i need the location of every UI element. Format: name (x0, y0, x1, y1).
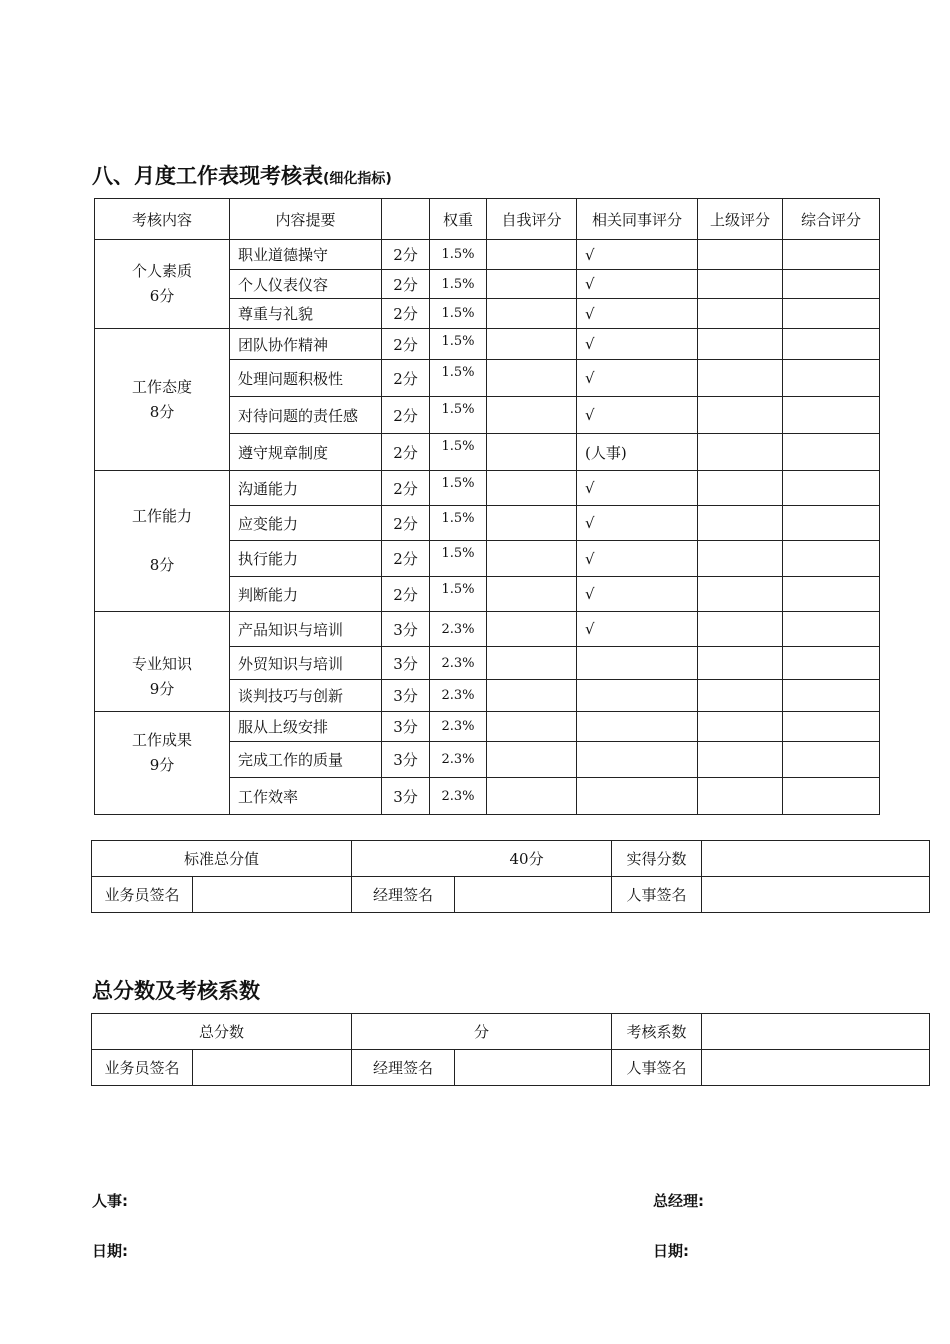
superior-score-cell[interactable] (698, 397, 783, 434)
hr-sign-label: 人事签名 (612, 877, 702, 913)
peer-score-cell[interactable] (577, 647, 698, 680)
actual-score-label: 实得分数 (611, 840, 701, 876)
item-score: 2分 (382, 506, 430, 541)
superior-score-cell[interactable] (698, 360, 783, 397)
item-name: 沟通能力 (230, 471, 382, 506)
item-weight: 2.3% (430, 680, 487, 712)
superior-score-cell[interactable] (698, 299, 783, 329)
coefficient-label: 考核系数 (612, 1014, 702, 1050)
item-name: 谈判技巧与创新 (230, 680, 382, 712)
self-score-cell[interactable] (487, 329, 577, 360)
assessment-table (94, 198, 880, 815)
superior-score-cell[interactable] (698, 742, 783, 778)
self-score-cell[interactable] (487, 541, 577, 577)
header-self-score: 自我评分 (487, 199, 577, 240)
item-score: 3分 (382, 612, 430, 647)
header-weight: 权重 (430, 199, 487, 240)
signature-row (92, 1050, 930, 1086)
category-points: 8分 (149, 556, 175, 574)
superior-score-cell[interactable] (698, 434, 783, 471)
hr-sign-field[interactable] (702, 1050, 930, 1086)
item-weight: 1.5% (430, 240, 487, 270)
overall-score-cell[interactable] (783, 299, 880, 329)
item-name: 团队协作精神 (230, 329, 382, 360)
superior-score-cell[interactable] (698, 778, 783, 815)
item-score: 2分 (382, 360, 430, 397)
hr-signoff-label: 人事: (92, 1192, 128, 1210)
header-peer-score: 相关同事评分 (577, 199, 698, 240)
peer-score-cell[interactable]: √ (577, 397, 698, 434)
manager-sign-label: 经理签名 (352, 877, 455, 913)
category-points: 6分 (149, 287, 175, 305)
superior-score-cell[interactable] (698, 712, 783, 742)
peer-score-cell[interactable]: √ (577, 612, 698, 647)
category-name: 专业知识 (131, 654, 192, 673)
standard-total-label: 标准总分值 (92, 841, 352, 877)
actual-score-field[interactable] (701, 840, 930, 876)
category-cell (95, 612, 230, 712)
gm-date-label: 日期: (653, 1242, 689, 1260)
peer-score-cell[interactable] (577, 742, 698, 778)
superior-score-cell[interactable] (698, 270, 783, 299)
category-cell (95, 471, 230, 612)
superior-score-cell[interactable] (698, 471, 783, 506)
signature-row (92, 877, 930, 913)
item-score: 2分 (382, 270, 430, 299)
section2-title: 总分数及考核系数 (92, 979, 260, 1003)
item-weight: 1.5% (430, 434, 487, 471)
header-score (382, 199, 430, 240)
overall-score-cell[interactable] (783, 680, 880, 712)
item-name: 遵守规章制度 (230, 434, 382, 471)
category-name: 个人素质 (131, 262, 192, 280)
item-name: 外贸知识与培训 (230, 647, 382, 680)
peer-score-cell[interactable]: √ (577, 577, 698, 612)
item-score: 2分 (382, 240, 430, 270)
item-name: 职业道德操守 (230, 240, 382, 270)
item-weight: 1.5% (430, 299, 487, 329)
self-score-cell[interactable] (487, 270, 577, 299)
item-weight: 1.5% (430, 397, 487, 434)
sales-sign-field[interactable] (193, 1050, 352, 1086)
total-score-label: 总分数 (92, 1014, 352, 1050)
manager-sign-label: 经理签名 (352, 1050, 455, 1086)
overall-score-cell[interactable] (783, 434, 880, 471)
superior-score-cell[interactable] (698, 577, 783, 612)
overall-score-cell[interactable] (783, 647, 880, 680)
category-cell (95, 329, 230, 471)
item-name: 个人仪表仪容 (230, 270, 382, 299)
item-name: 执行能力 (230, 541, 382, 577)
item-score: 2分 (382, 329, 430, 360)
item-name: 处理问题积极性 (230, 360, 382, 397)
overall-score-cell[interactable] (783, 360, 880, 397)
hr-sign-label: 人事签名 (612, 1050, 702, 1086)
overall-score-cell[interactable] (783, 778, 880, 815)
item-weight: 1.5% (430, 329, 487, 360)
peer-score-cell[interactable]: √ (577, 299, 698, 329)
superior-score-cell[interactable] (698, 240, 783, 270)
table-row (95, 612, 880, 647)
manager-sign-field[interactable] (455, 1050, 612, 1086)
manager-sign-field[interactable] (455, 877, 612, 913)
sales-sign-label: 业务员签名 (92, 1050, 193, 1086)
sales-sign-label: 业务员签名 (92, 877, 193, 913)
category-points: 9分 (149, 756, 175, 774)
item-score: 2分 (382, 471, 430, 506)
item-weight: 1.5% (430, 541, 487, 577)
superior-score-cell[interactable] (698, 647, 783, 680)
item-score: 2分 (382, 434, 430, 471)
item-weight: 2.3% (430, 612, 487, 647)
peer-score-cell[interactable]: √ (577, 329, 698, 360)
table-row (95, 329, 880, 360)
self-score-cell[interactable] (487, 778, 577, 815)
overall-score-cell[interactable] (783, 742, 880, 778)
item-name: 工作效率 (230, 778, 382, 815)
self-score-cell[interactable] (487, 712, 577, 742)
self-score-cell[interactable] (487, 506, 577, 541)
coefficient-field[interactable] (702, 1014, 930, 1050)
peer-score-cell[interactable]: √ (577, 240, 698, 270)
peer-score-cell[interactable]: √ (577, 506, 698, 541)
standard-total-value: 40分 (352, 841, 702, 877)
peer-score-cell[interactable] (577, 778, 698, 815)
item-name: 服从上级安排 (230, 712, 382, 742)
overall-score-cell[interactable] (783, 541, 880, 577)
item-weight: 2.3% (430, 742, 487, 778)
self-score-cell[interactable] (487, 240, 577, 270)
table-row (95, 712, 880, 742)
table-row (95, 471, 880, 506)
peer-score-cell[interactable] (577, 712, 698, 742)
item-score: 3分 (382, 712, 430, 742)
superior-score-cell[interactable] (698, 506, 783, 541)
total-coefficient-table (91, 1013, 930, 1086)
superior-score-cell[interactable] (698, 329, 783, 360)
self-score-cell[interactable] (487, 612, 577, 647)
header-overall-score: 综合评分 (783, 199, 880, 240)
overall-score-cell[interactable] (783, 471, 880, 506)
hr-date-label: 日期: (92, 1242, 128, 1260)
item-weight: 1.5% (430, 577, 487, 612)
self-score-cell[interactable] (487, 434, 577, 471)
item-weight: 1.5% (430, 471, 487, 506)
actual-score-group (611, 840, 929, 876)
header-summary: 内容提要 (230, 199, 382, 240)
item-weight: 1.5% (430, 270, 487, 299)
item-name: 完成工作的质量 (230, 742, 382, 778)
category-cell (95, 240, 230, 329)
self-score-cell[interactable] (487, 680, 577, 712)
peer-score-cell[interactable]: (人事) (577, 434, 698, 471)
item-score: 3分 (382, 778, 430, 815)
summary-row (92, 1014, 930, 1050)
item-score: 3分 (382, 680, 430, 712)
self-score-cell[interactable] (487, 397, 577, 434)
superior-score-cell[interactable] (698, 680, 783, 712)
overall-score-cell[interactable] (783, 240, 880, 270)
overall-score-cell[interactable] (783, 577, 880, 612)
self-score-cell[interactable] (487, 299, 577, 329)
self-score-cell[interactable] (487, 647, 577, 680)
superior-score-cell[interactable] (698, 541, 783, 577)
sales-sign-field[interactable] (193, 877, 352, 913)
category-name: 工作成果 (131, 731, 192, 749)
total-score-value[interactable]: 分 (352, 1014, 612, 1050)
overall-score-cell[interactable] (783, 712, 880, 742)
self-score-cell[interactable] (487, 742, 577, 778)
header-assessment-content: 考核内容 (95, 199, 230, 240)
form-title-text: 八、月度工作表现考核表 (92, 164, 323, 188)
self-score-cell[interactable] (487, 471, 577, 506)
item-name: 产品知识与培训 (230, 612, 382, 647)
superior-score-cell[interactable] (698, 612, 783, 647)
overall-score-cell[interactable] (783, 612, 880, 647)
item-score: 3分 (382, 647, 430, 680)
item-weight: 1.5% (430, 360, 487, 397)
category-name: 工作能力 (131, 507, 192, 525)
peer-score-cell[interactable] (577, 680, 698, 712)
overall-score-cell[interactable] (783, 329, 880, 360)
item-weight: 2.3% (430, 712, 487, 742)
item-name: 对待问题的责任感 (230, 397, 382, 434)
peer-score-cell[interactable]: √ (577, 270, 698, 299)
overall-score-cell[interactable] (783, 397, 880, 434)
item-name: 判断能力 (230, 577, 382, 612)
form-title (92, 160, 392, 190)
item-weight: 2.3% (430, 647, 487, 680)
overall-score-cell[interactable] (783, 506, 880, 541)
self-score-cell[interactable] (487, 360, 577, 397)
header-row (95, 199, 880, 240)
peer-score-cell[interactable]: √ (577, 471, 698, 506)
item-name: 尊重与礼貌 (230, 299, 382, 329)
self-score-cell[interactable] (487, 577, 577, 612)
item-name: 应变能力 (230, 506, 382, 541)
gm-signoff-label: 总经理: (653, 1192, 704, 1210)
item-weight: 2.3% (430, 778, 487, 815)
category-cell (95, 712, 230, 815)
header-superior-score: 上级评分 (698, 199, 783, 240)
item-score: 2分 (382, 541, 430, 577)
item-score: 2分 (382, 577, 430, 612)
item-weight: 1.5% (430, 506, 487, 541)
category-name: 工作态度 (131, 377, 192, 396)
category-points: 8分 (149, 402, 175, 421)
peer-score-cell[interactable]: √ (577, 360, 698, 397)
category-points: 9分 (149, 679, 175, 698)
peer-score-cell[interactable]: √ (577, 541, 698, 577)
form-title-note: (细化指标) (323, 171, 392, 187)
item-score: 2分 (382, 397, 430, 434)
item-score: 2分 (382, 299, 430, 329)
overall-score-cell[interactable] (783, 270, 880, 299)
hr-sign-field[interactable] (702, 877, 930, 913)
item-score: 3分 (382, 742, 430, 778)
table-row (95, 240, 880, 270)
